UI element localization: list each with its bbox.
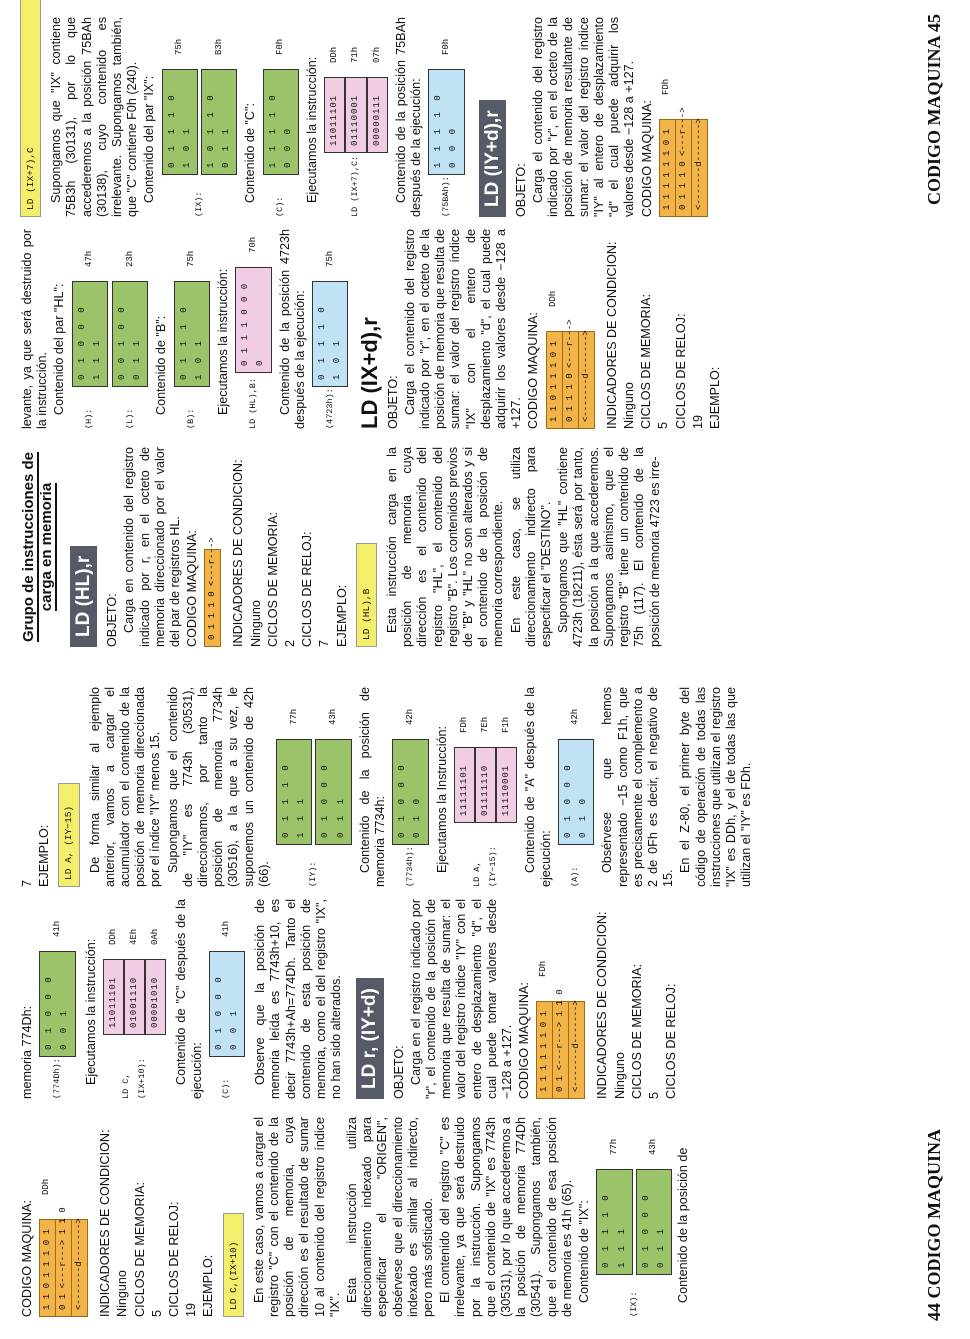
opcode-row: 0 1 <---r---> 1 1 0 <box>553 1002 569 1098</box>
codigo-label: CODIGO MAQUINA: <box>185 530 200 647</box>
register-hex: 43h <box>328 708 339 725</box>
opcode-row: 1 1 0 1 1 1 0 1 <box>547 332 563 428</box>
paragraph: Contenido de "B": <box>154 315 169 415</box>
register-hex: F1h <box>501 716 512 733</box>
paragraph: Observe que la posición de memoria leída es 7743h+10, es decir 7743h+Ah=774Dh. Tanto el contenido de esta posición de memoria, como el del registro "IX", no han sido alterados. <box>253 899 344 1099</box>
register-hex: 47h <box>84 250 95 267</box>
opcode-row: <-------d-------> <box>580 330 591 422</box>
register-bits: 0 1 0 0 0 0 1 1 <box>315 739 351 845</box>
paragraph: Contenido del par "HL": <box>52 283 67 415</box>
register-hex: 75h <box>186 250 197 267</box>
indicadores-value: Ninguno <box>621 382 636 429</box>
register-label: (L): <box>124 408 135 429</box>
register-hex: FDh <box>458 716 469 733</box>
opcode-box <box>39 1207 88 1317</box>
register-label: (IY): <box>308 861 319 887</box>
register-hex: DDh <box>107 928 118 945</box>
p44-column-3 <box>20 687 910 887</box>
register-hex: 77h <box>608 1138 619 1155</box>
ciclos-reloj-value: 19 <box>184 1302 199 1317</box>
paragraph: Esta instrucción utiliza direccionamiento indexado para especificar el "ORIGEN", obsérvese que el direccionamiento indexado es similar al indirecto, pero más sofisticado. <box>345 1117 436 1317</box>
section-heading-text: Grupo de instrucciones de carga en memoria <box>20 451 55 643</box>
register-bits: 0 1 1 1 0 1 0 1 <box>312 281 348 387</box>
example-instruction: LD A, (IY−15) <box>58 783 79 887</box>
register-hex: B3h <box>213 38 224 55</box>
register-ix <box>162 17 238 217</box>
indicadores-label: INDICADORES DE CONDICION: <box>231 459 246 647</box>
paragraph: Carga en contenido del registro indicado por r, en el octeto de memoria direccionado por el valor del par de registros HL. <box>122 447 183 647</box>
ciclos-memoria-value: 2 <box>283 639 298 647</box>
ciclos-memoria-value: 5 <box>647 1091 662 1099</box>
paragraph: Supongamos que el contenido de "IY" es 7743h (30531), direccionamos, por tanto la posición de memoria 7734h (30516), a la que a su vez, le suponemos un contenido de 42h (66). <box>165 687 271 887</box>
paragraph: Supongamos que "HL" contiene 4723h (18211), ésta será por tanto, la posición a la que accederemos. Supongamos asimismo, que el registro "B" tiene un contenido de 75h (117). El contenido de la posición de memoria 4723 es irre- <box>556 447 662 647</box>
codigo-label: CODIGO MAQUINA: <box>639 100 654 217</box>
register-hex: DDh <box>329 46 340 63</box>
register-bits: 0 1 1 1 0 1 0 1 <box>162 69 198 175</box>
register-ix <box>596 1117 672 1317</box>
register-label: (7734h): <box>404 846 415 887</box>
register-hex: 23h <box>124 250 135 267</box>
register-bits: 01110001 <box>345 77 366 153</box>
paragraph: Supongamos que "IX" contiene 75B3h (30131), por lo que accederemos a la posición 75BAh (30138), cuyo contenido es irrelevante. Supongamos también, que "C" contiene F0h (240). <box>49 17 140 217</box>
register-bits: 11111101 <box>454 747 475 823</box>
register-hex: 75h <box>174 38 185 55</box>
indicadores-label: INDICADORES DE CONDICION: <box>595 911 610 1099</box>
paragraph: Contenido de la posición de memoria 7734h: <box>357 687 388 887</box>
p45-column-3 <box>20 17 910 217</box>
opcode-row: 0 1 1 1 0 <---r---> <box>563 332 579 428</box>
register-label: LD C,(IX+10): <box>121 1058 147 1099</box>
register-hex: 0Ah <box>150 928 161 945</box>
paragraph: Ejecutamos la instrucción: <box>305 56 320 203</box>
register-hex: 71h <box>350 46 361 63</box>
paragraph: levante, ya que será destruido por la instrucción. <box>20 229 50 429</box>
register-b <box>174 229 210 429</box>
paragraph: Contenido de "C": <box>243 103 258 203</box>
example-instruction: LD (HL),B <box>356 543 377 647</box>
register-hex: 42h <box>404 708 415 725</box>
paragraph: Ejecutamos la instrucción: <box>83 938 98 1085</box>
paragraph: Ejecutamos la Instrucción: <box>434 726 449 873</box>
register-label: (75BAh): <box>440 176 451 217</box>
indicadores-value: Ninguno <box>248 600 263 647</box>
register-label: (4723h): <box>324 388 335 429</box>
section-heading <box>20 447 56 647</box>
opcode-row: 0 1 1 1 0 <---r---> <box>207 537 218 640</box>
codigo-label: CODIGO MAQUINA: <box>20 1200 34 1317</box>
codigo-label: CODIGO MAQUINA: <box>526 312 541 429</box>
ciclos-memoria-value: 5 <box>149 1309 164 1317</box>
register-hex: 42h <box>570 708 581 725</box>
ciclos-reloj-value: 19 <box>690 414 705 429</box>
paragraph: En este caso, se utiliza direccionamiento indirecto para especificar el "DESTINO". <box>508 447 554 647</box>
ciclos-reloj-value: 7 <box>20 879 34 887</box>
paragraph: En este caso, vamos a cargar el registro "C" con el contenido de la posición de memoria, cuya dirección es el resultado de sumar 10 al contenido del registro índice "IX". <box>251 1117 342 1317</box>
register-c <box>209 899 245 1099</box>
ciclos-memoria-label: CICLOS DE MEMORIA: <box>265 511 280 647</box>
example-instruction: LD C,(IX+10) <box>223 1213 244 1317</box>
register-bits: 0 1 0 0 0 0 1 0 <box>558 739 594 845</box>
register-bits: 00000111 <box>367 77 388 153</box>
ciclos-memoria-value: 5 <box>656 421 671 429</box>
memory-7734 <box>392 687 428 887</box>
register-bits: 00001010 <box>145 959 166 1035</box>
page-folio: 44 CODIGO MAQUINA <box>924 1129 944 1321</box>
indicadores-value: Ninguno <box>612 1052 627 1099</box>
register-label: LD A, (IY−15): <box>472 846 498 887</box>
objeto-label: OBJETO: <box>513 163 528 217</box>
register-label: (H): <box>84 408 95 429</box>
opcode-hex: FDh <box>538 960 549 977</box>
register-hex: 7Eh <box>480 716 491 733</box>
paragraph: memoria 774Dh: <box>20 1005 34 1099</box>
register-a <box>558 687 594 887</box>
register-label: (B): <box>186 408 197 429</box>
register-bits: 0 1 1 1 0 1 1 1 <box>276 739 312 845</box>
register-bits: 01001110 <box>124 959 145 1035</box>
opcode-box <box>546 319 595 429</box>
page-44 <box>0 670 970 1339</box>
ciclos-memoria-label: CICLOS DE MEMORIA: <box>639 293 654 429</box>
register-label: LD (HL),B: <box>247 377 258 429</box>
p45-column-2 <box>20 229 910 429</box>
opcode-row: <-------d-------> <box>571 1000 582 1092</box>
paragraph: Carga el contenido del registro indicado por "r", en el octeto de la posición de memoria resultante de sumar: el valor del registro índice "IY" al entero de desplazamiento "d" el cual puede adquirir los valores desde −128 a +127. <box>531 17 637 217</box>
paragraph: Contenido de "A" después de la ejecución: <box>523 687 553 887</box>
register-bits: 0 1 0 0 0 0 0 1 <box>39 951 75 1057</box>
execution-bytes <box>454 687 518 887</box>
opcode-hex: DDh <box>547 290 558 307</box>
indicadores-label: INDICADORES DE CONDICION: <box>98 1129 113 1317</box>
register-bits: 0 1 1 1 0 0 0 0 <box>235 267 271 373</box>
register-bits: 11011101 <box>324 77 345 153</box>
paragraph: Carga en el registro indicado por "r", el contenido de la posición de memoria que resulta de sumar: el valor del registro índice "IY" con el entero de desplazamiento "d", el cual puede tomar valores desde −128 a +127. <box>408 899 515 1099</box>
paragraph: Esta instrucción carga en la posición de memoria cuya dirección es el contenido del registro "HL", el contenido del registro "B". Los contenidos previos de "B" y "HL" no son alterados y si el contenido de la posición de memoria correspondiente. <box>385 447 506 647</box>
paragraph: Obsérvese que hemos representado −15 como F1h, que es precisamente el complemento a 2 de 0Fh es decir, el negativo de 15. <box>600 687 676 887</box>
register-h <box>72 229 108 429</box>
opcode-row: 1 1 0 1 1 1 0 1 <box>40 1220 56 1316</box>
register-hex: 41h <box>51 920 62 937</box>
register-hex: 43h <box>648 1138 659 1155</box>
paragraph: Contenido de "C" después de la ejecución: <box>174 899 204 1099</box>
register-bits: 0 0 1 0 0 0 1 1 <box>112 281 148 387</box>
register-bits: 0 1 0 0 0 1 1 1 <box>72 281 108 387</box>
paragraph: Contenido de la posición 4723h después de la ejecución: <box>277 229 307 429</box>
ejemplo-label: EJEMPLO: <box>37 824 52 887</box>
paragraph: En el Z-80, el primer byte del código de operación de todas las instrucciones que utilizan el registro "IX" es DDh, y el de todas las que utilizan el "IY" es FDh. <box>678 687 754 887</box>
objeto-label: OBJETO: <box>391 1045 406 1099</box>
register-label: (A): <box>570 866 581 887</box>
execution-bytes <box>103 899 167 1099</box>
instruction-title: LD (HL),r <box>70 546 97 647</box>
memory-774d <box>39 899 75 1099</box>
register-label: (C): <box>221 1078 232 1099</box>
opcode-box <box>204 537 221 647</box>
register-hex: 75h <box>324 250 335 267</box>
register-label: (IX): <box>193 191 204 217</box>
opcode-hex: DDh <box>41 1178 52 1195</box>
p45-column-1 <box>20 447 910 647</box>
instruction-title: LD r, (IY+d) <box>356 978 383 1099</box>
paragraph: De forma similar al ejemplo anterior, vamos a cargar el acumulador con el contenido de la posición de memoria direccionada por el índice "IY" menos 15. <box>87 687 163 887</box>
register-bits: 11110001 <box>496 747 517 823</box>
p44-column-2 <box>20 899 910 1099</box>
opcode-row: 0 1 <---r---> 1 1 0 <box>56 1220 72 1316</box>
ciclos-reloj-label: CICLOS DE RELOJ: <box>664 983 679 1099</box>
page-45 <box>0 0 970 669</box>
ejemplo-label: EJEMPLO: <box>707 366 722 429</box>
register-bits: 0 1 0 0 0 0 1 0 <box>392 739 428 845</box>
objeto-label: OBJETO: <box>105 593 120 647</box>
execution-byte <box>235 229 271 429</box>
paragraph: Carga el contenido del registro indicado por "r", en el octeto de la posición de memoria que resulta de sumar: el valor del registro índice "IX" con el entero de desplazamiento "d", el cual puede adquirir los valores desde −128 a +127. <box>402 229 524 429</box>
register-hex: 07h <box>371 46 382 63</box>
paragraph: Contenido de la posición 75BAh después de la ejecución: <box>393 17 424 217</box>
register-bits: 1 0 1 1 0 0 1 1 <box>201 69 237 175</box>
memory-75ba <box>428 17 464 217</box>
opcode-box <box>659 107 708 217</box>
paragraph: Contenido del par "IX": <box>142 75 157 203</box>
ciclos-reloj-value: 7 <box>317 639 332 647</box>
ciclos-reloj-label: CICLOS DE RELOJ: <box>300 531 315 647</box>
register-hex: 4Eh <box>129 928 140 945</box>
instruction-title: LD (IX+d),r <box>357 317 383 429</box>
ejemplo-label: EJEMPLO: <box>201 1254 216 1317</box>
example-instruction: LD (IX+7),C <box>20 0 41 217</box>
memory-4723 <box>312 229 348 429</box>
register-hex: 70h <box>247 236 258 253</box>
objeto-label: OBJETO: <box>385 375 400 429</box>
register-bits: 01111110 <box>475 747 496 823</box>
register-bits: 0 1 0 0 0 0 0 1 <box>209 951 245 1057</box>
opcode-row: <-------d-------> <box>693 118 704 210</box>
p44-column-1 <box>20 1117 910 1317</box>
register-bits: 11011101 <box>103 959 124 1035</box>
paragraph: Ejecutamos la instrucción: <box>216 268 231 415</box>
ciclos-memoria-label: CICLOS DE MEMORIA: <box>132 1181 147 1317</box>
register-bits: 0 1 1 1 0 1 0 1 <box>174 281 210 387</box>
register-iy <box>276 687 352 887</box>
instruction-title: LD (IY+d),r <box>479 100 506 217</box>
ciclos-reloj-label: CICLOS DE RELOJ: <box>673 313 688 429</box>
register-label: (IX): <box>628 1291 639 1317</box>
register-label: LD (IX+7),C: <box>350 155 361 217</box>
opcode-row: 1 1 1 1 1 1 0 1 <box>537 1002 553 1098</box>
register-hex: F0h <box>275 38 286 55</box>
register-bits: 1 1 1 1 0 0 0 0 <box>428 69 464 175</box>
indicadores-label: INDICADORES DE CONDICION: <box>604 241 619 429</box>
register-label: (774Dh): <box>51 1058 62 1099</box>
paragraph: Contenido de "IX": <box>577 1200 592 1303</box>
paragraph: El contenido del registro "C" es irrelevante, ya que será destruido por la instrucción. Supongamos que el contenido de "IX" es 7743h (30531), por lo que accederemos a la posición de memoria 774Dh (30541). Supongamos también, que el contenido de esa posición de memoria es 41h (65). <box>438 1117 574 1317</box>
register-hex: F0h <box>440 38 451 55</box>
page-folio: CODIGO MAQUINA 45 <box>924 14 944 206</box>
paragraph: Contenido de la posición de <box>676 1147 691 1303</box>
register-bits: 1 1 1 1 0 0 0 0 <box>263 69 299 175</box>
ejemplo-label: EJEMPLO: <box>334 584 349 647</box>
opcode-row: 1 1 1 1 1 1 0 1 <box>660 120 676 216</box>
indicadores-value: Ninguno <box>115 1270 130 1317</box>
execution-bytes <box>324 17 388 217</box>
opcode-row: 0 1 1 1 0 <---r---> <box>676 120 692 216</box>
ciclos-memoria-label: CICLOS DE MEMORIA: <box>629 963 644 1099</box>
codigo-label: CODIGO MAQUINA: <box>517 982 532 1099</box>
register-c <box>263 17 299 217</box>
register-bits: 0 1 0 0 0 0 1 1 <box>636 1169 672 1275</box>
register-hex: 41h <box>221 920 232 937</box>
opcode-box <box>536 989 585 1099</box>
register-l <box>112 229 148 429</box>
register-bits: 0 1 1 1 0 1 1 1 <box>596 1169 632 1275</box>
opcode-row: <-------d-------> <box>74 1218 85 1310</box>
ciclos-reloj-label: CICLOS DE RELOJ: <box>167 1201 182 1317</box>
opcode-hex: FDh <box>660 78 671 95</box>
register-label: (C): <box>275 196 286 217</box>
register-hex: 77h <box>288 708 299 725</box>
